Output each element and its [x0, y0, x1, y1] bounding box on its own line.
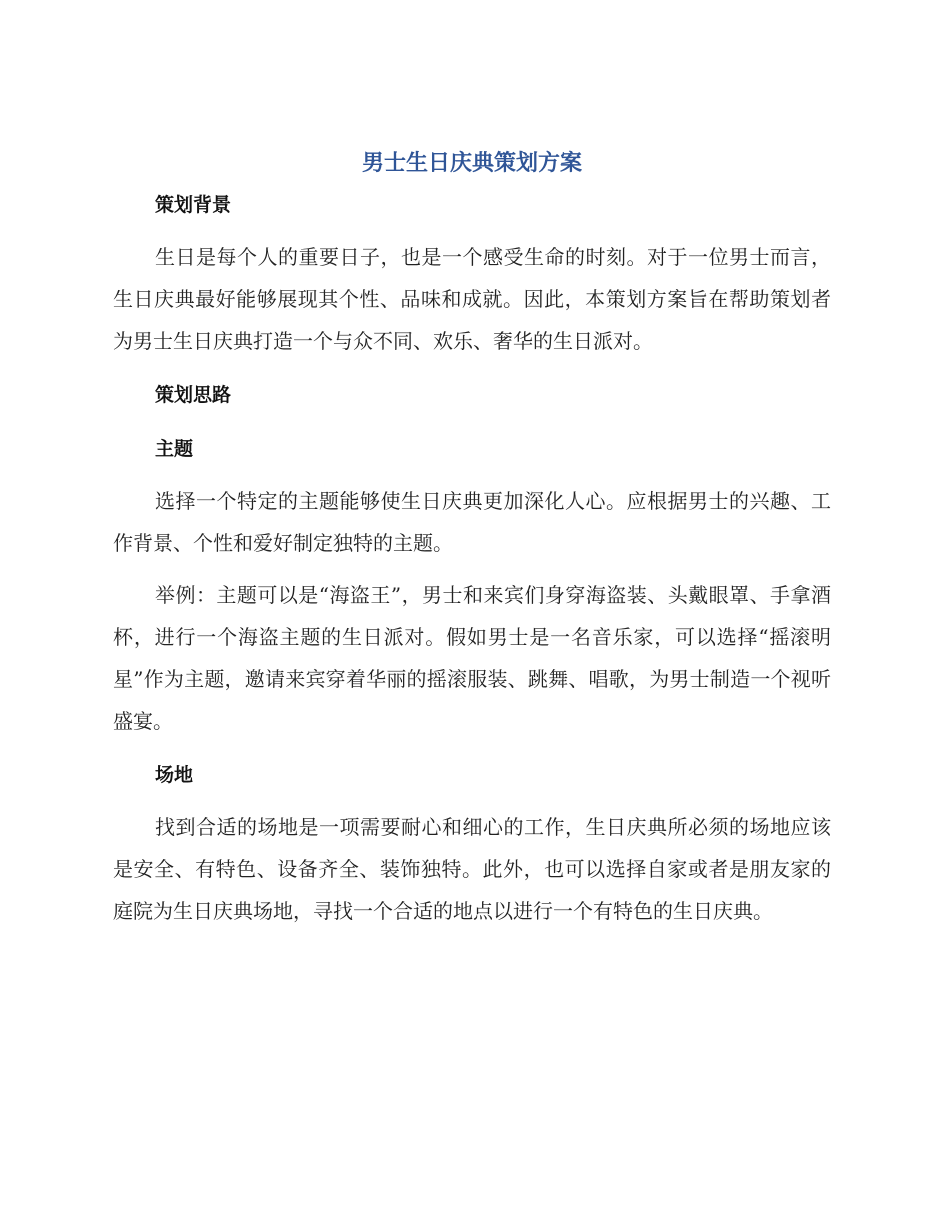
section-heading-background: 策划背景 — [155, 194, 232, 216]
section-heading-approach: 策划思路 — [155, 384, 232, 406]
document-title: 男士生日庆典策划方案 — [361, 151, 582, 176]
document-body — [113, 146, 831, 932]
paragraph-theme-example: 举例：主题可以是“海盗王”，男士和来宾们身穿海盗装、头戴眼罩、手拿酒杯，进行一个海盗主题的生日派对。假如男士是一名音乐家，可以选择“摇滚明星”作为主题，邀请来宾穿着华丽的摇滚服装、跳舞、唱歌，为男士制造一个视听盛宴。 — [113, 583, 831, 733]
paragraph-background: 生日是每个人的重要日子，也是一个感受生命的时刻。对于一位男士而言，生日庆典最好能够展现其个性、品味和成就。因此，本策划方案旨在帮助策划者为男士生日庆典打造一个与众不同、欢乐、奢华的生日派对。 — [113, 245, 831, 353]
section-heading-venue: 场地 — [155, 764, 194, 786]
paragraph-venue: 找到合适的场地是一项需要耐心和细心的工作，生日庆典所必须的场地应该是安全、有特色、设备齐全、装饰独特。此外，也可以选择自家或者是朋友家的庭院为生日庆典场地，寻找一个合适的地点以进行一个有特色的生日庆典。 — [113, 815, 831, 923]
section-heading-theme: 主题 — [155, 438, 194, 460]
paragraph-theme: 选择一个特定的主题能够使生日庆典更加深化人心。应根据男士的兴趣、工作背景、个性和爱好制定独特的主题。 — [113, 489, 831, 555]
